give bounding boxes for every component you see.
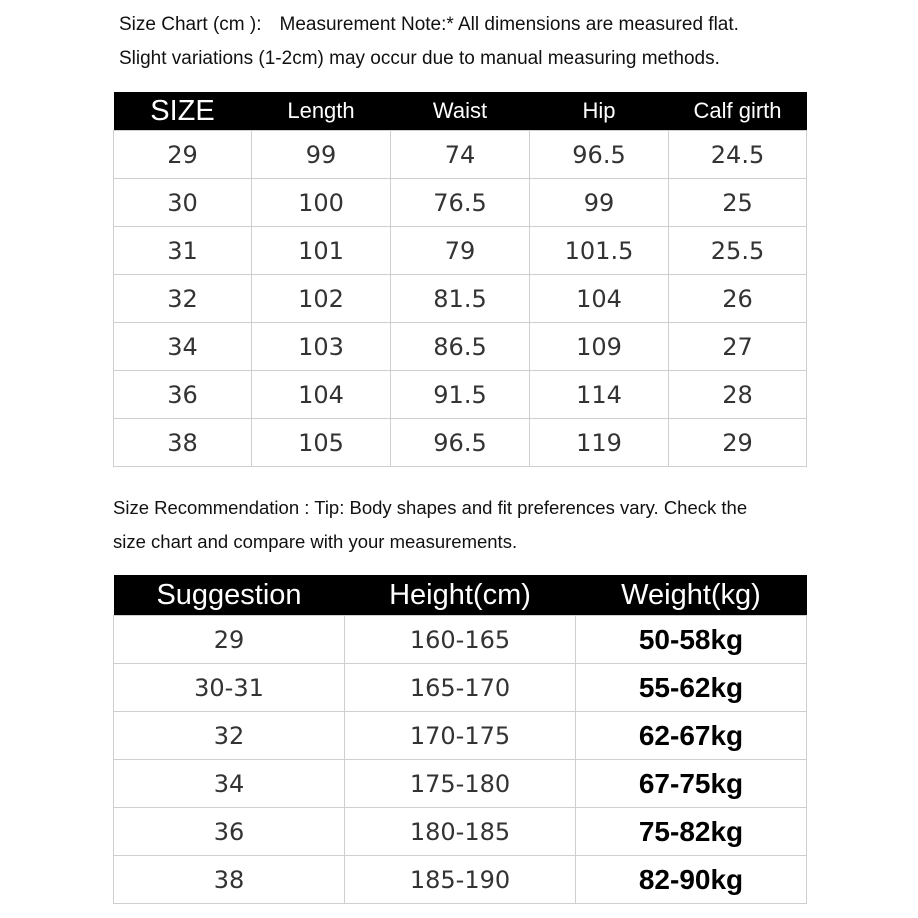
size-cell: 31 [114, 227, 252, 275]
table-row [114, 664, 807, 712]
table-row [114, 856, 807, 904]
rec-header-cell: Height(cm) [345, 575, 576, 616]
rec-cell: 67-75kg [576, 760, 807, 808]
size-cell: 100 [252, 179, 391, 227]
recommendation-body [114, 616, 807, 904]
table-row [114, 760, 807, 808]
size-cell: 36 [114, 371, 252, 419]
rec-cell: 185-190 [345, 856, 576, 904]
size-chart-body [114, 131, 807, 467]
rec-cell: 170-175 [345, 712, 576, 760]
rec-cell: 75-82kg [576, 808, 807, 856]
rec-cell: 29 [114, 616, 345, 664]
size-recommendation-line2: size chart and compare with your measurements. [113, 531, 518, 552]
rec-cell: 175-180 [345, 760, 576, 808]
rec-cell: 38 [114, 856, 345, 904]
size-header-cell: Hip [530, 92, 669, 131]
size-cell: 102 [252, 275, 391, 323]
size-cell: 105 [252, 419, 391, 467]
size-cell: 109 [530, 323, 669, 371]
size-cell: 81.5 [391, 275, 530, 323]
size-cell: 26 [669, 275, 807, 323]
size-chart-header [114, 92, 807, 131]
size-cell: 101.5 [530, 227, 669, 275]
rec-cell: 165-170 [345, 664, 576, 712]
rec-header-cell: Suggestion [114, 575, 345, 616]
recommendation-table [113, 575, 807, 904]
table-row [114, 227, 807, 275]
table-row [114, 419, 807, 467]
table-row [114, 712, 807, 760]
size-header-cell: Length [252, 92, 391, 131]
rec-cell: 30-31 [114, 664, 345, 712]
size-cell: 119 [530, 419, 669, 467]
rec-cell: 34 [114, 760, 345, 808]
size-cell: 104 [252, 371, 391, 419]
size-cell: 29 [114, 131, 252, 179]
size-cell: 34 [114, 323, 252, 371]
size-cell: 101 [252, 227, 391, 275]
rec-header-cell: Weight(kg) [576, 575, 807, 616]
size-cell: 104 [530, 275, 669, 323]
size-chart-table [113, 92, 807, 467]
size-cell: 74 [391, 131, 530, 179]
size-header-cell: SIZE [114, 92, 252, 131]
rec-cell: 55-62kg [576, 664, 807, 712]
size-cell: 27 [669, 323, 807, 371]
size-cell: 25 [669, 179, 807, 227]
size-cell: 79 [391, 227, 530, 275]
size-cell: 99 [252, 131, 391, 179]
measurement-note-line2: Slight variations (1-2cm) may occur due to manual measuring methods. [119, 48, 720, 69]
table-row [114, 808, 807, 856]
size-cell: 96.5 [391, 419, 530, 467]
size-cell: 86.5 [391, 323, 530, 371]
size-chart-note [119, 8, 739, 76]
size-header-cell: Waist [391, 92, 530, 131]
size-recommendation-line1: Size Recommendation : Tip: Body shapes and fit preferences vary. Check the [113, 497, 748, 518]
table-row [114, 323, 807, 371]
size-cell: 32 [114, 275, 252, 323]
table-row [114, 179, 807, 227]
size-cell: 28 [669, 371, 807, 419]
table-row [114, 275, 807, 323]
table-row [114, 616, 807, 664]
size-cell: 29 [669, 419, 807, 467]
size-cell: 91.5 [391, 371, 530, 419]
recommendation-header [114, 575, 807, 616]
size-cell: 24.5 [669, 131, 807, 179]
size-chart-title: Size Chart (cm ): [119, 14, 262, 35]
rec-cell: 160-165 [345, 616, 576, 664]
size-cell: 25.5 [669, 227, 807, 275]
size-cell: 99 [530, 179, 669, 227]
rec-cell: 50-58kg [576, 616, 807, 664]
size-header-cell: Calf girth [669, 92, 807, 131]
rec-cell: 82-90kg [576, 856, 807, 904]
size-cell: 76.5 [391, 179, 530, 227]
table-row [114, 371, 807, 419]
size-cell: 96.5 [530, 131, 669, 179]
rec-cell: 180-185 [345, 808, 576, 856]
measurement-note: Measurement Note:* All dimensions are measured flat. [279, 14, 739, 35]
rec-cell: 36 [114, 808, 345, 856]
size-cell: 30 [114, 179, 252, 227]
size-cell: 38 [114, 419, 252, 467]
rec-cell: 32 [114, 712, 345, 760]
rec-cell: 62-67kg [576, 712, 807, 760]
size-cell: 114 [530, 371, 669, 419]
table-row [114, 131, 807, 179]
size-cell: 103 [252, 323, 391, 371]
